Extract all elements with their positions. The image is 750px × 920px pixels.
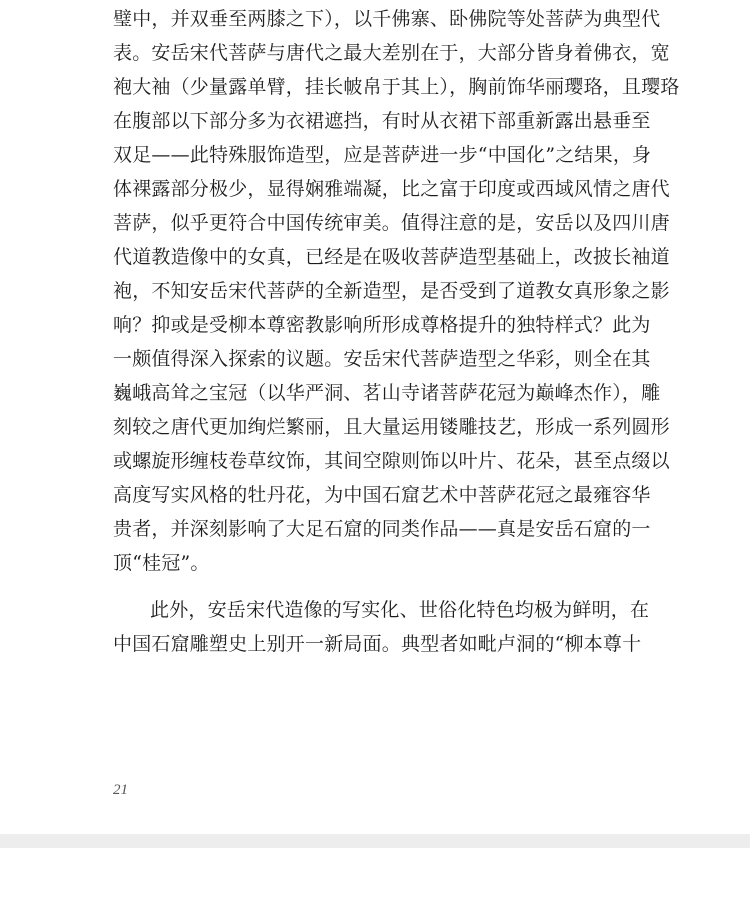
text-line: 高度写实风格的牡丹花，为中国石窟艺术中菩萨花冠之最雍容华 — [113, 484, 651, 506]
paragraph-first-line: 此外，安岳宋代造像的写实化、世俗化特色均极为鲜明，在 — [150, 599, 650, 621]
text-line: 顶“桂冠”。 — [113, 552, 210, 574]
page-number: 21 — [113, 782, 128, 798]
blank-bottom-area — [0, 848, 750, 920]
page-divider-band — [0, 834, 750, 848]
text-line: 中国石窟雕塑史上别开一新局面。典型者如毗卢洞的“柳本尊十 — [113, 633, 642, 655]
text-line: 巍峨高耸之宝冠（以华严洞、茗山寺诸菩萨花冠为巅峰杰作），雕 — [113, 382, 661, 404]
text-line: 一颇值得深入探索的议题。安岳宋代菩萨造型之华彩，则全在其 — [113, 348, 651, 370]
text-line: 菩萨，似乎更符合中国传统审美。值得注意的是，安岳以及四川唐 — [113, 212, 670, 234]
text-line: 在腹部以下部分多为衣裙遮挡，有时从衣裙下部重新露出悬垂至 — [113, 110, 651, 132]
text-line: 响？抑或是受柳本尊密教影响所形成尊格提升的独特样式？此为 — [113, 314, 651, 336]
text-line: 表。安岳宋代菩萨与唐代之最大差别在于，大部分皆身着佛衣，宽 — [113, 42, 670, 64]
text-line: 刻较之唐代更加绚烂繁丽，且大量运用镂雕技艺，形成一系列圆形 — [113, 416, 670, 438]
text-line: 体裸露部分极少，显得娴雅端凝，比之富于印度或西域风情之唐代 — [113, 178, 670, 200]
text-line: 袍大袖（少量露单臂，挂长帔帛于其上），胸前饰华丽璎珞，且璎珞 — [113, 76, 680, 98]
text-line: 代道教造像中的女真，已经是在吸收菩萨造型基础上，改披长袖道 — [113, 246, 670, 268]
text-line: 或螺旋形缠枝卷草纹饰，其间空隙则饰以叶片、花朵，甚至点缀以 — [113, 450, 670, 472]
text-line: 璧中，并双垂至两膝之下），以千佛寨、卧佛院等处菩萨为典型代 — [113, 8, 661, 30]
text-line: 袍，不知安岳宋代菩萨的全新造型，是否受到了道教女真形象之影 — [113, 280, 670, 302]
text-line: 贵者，并深刻影响了大足石窟的同类作品——真是安岳石窟的一 — [113, 518, 651, 540]
text-line: 双足——此特殊服饰造型，应是菩萨进一步“中国化”之结果，身 — [113, 144, 652, 166]
